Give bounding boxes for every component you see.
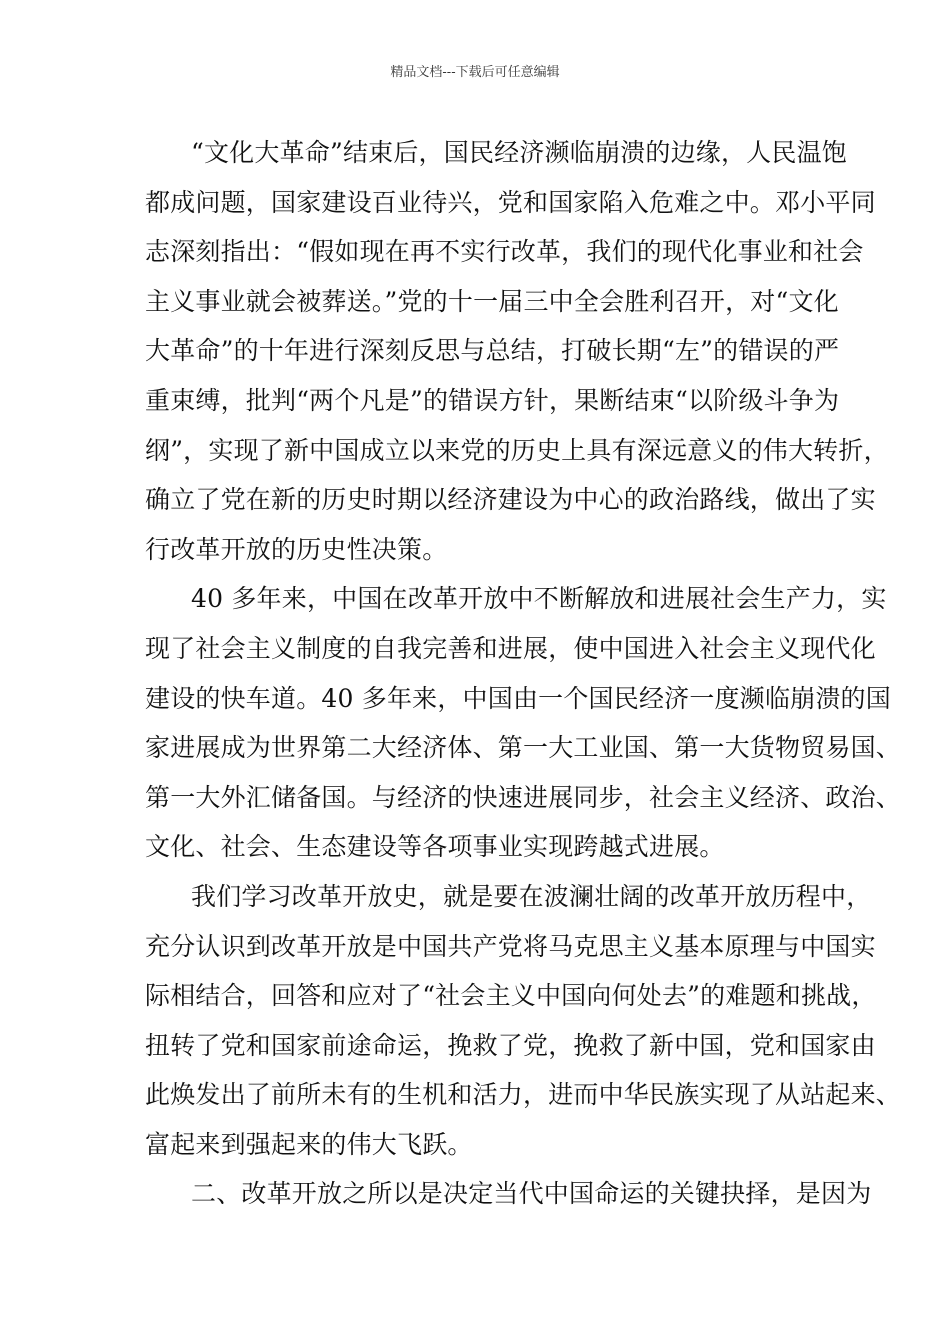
text-line: 大革命”的十年进行深刻反思与总结，打破长期“左”的错误的严 bbox=[145, 336, 840, 366]
paragraph bbox=[145, 128, 889, 574]
text-line: 确立了党在新的历史时期以经济建设为中心的政治路线，做出了实 bbox=[145, 485, 876, 515]
text-line: 充分认识到改革开放是中国共产党将马克思主义基本原理与中国实 bbox=[145, 931, 876, 961]
paragraph bbox=[145, 1169, 872, 1219]
text-line: 我们学习改革开放史，就是要在波澜壮阔的改革开放历程中， bbox=[191, 881, 872, 911]
text-line: 建设的快车道。40 多年来，中国由一个国民经济一度濒临崩溃的国 bbox=[145, 683, 891, 713]
text-line: “文化大革命”结束后，国民经济濒临崩溃的边缘，人民温饱 bbox=[191, 138, 847, 167]
text-line: 志深刻指出：“假如现在再不实行改革，我们的现代化事业和社会 bbox=[145, 237, 864, 267]
text-line: 都成问题，国家建设百业待兴，党和国家陷入危难之中。邓小平同 bbox=[145, 187, 876, 217]
text-line: 纲”，实现了新中国成立以来党的历史上具有深远意义的伟大转折， bbox=[145, 435, 889, 465]
text-line: 主义事业就会被葬送。”党的十一届三中全会胜利召开，对“文化 bbox=[145, 286, 839, 316]
paragraph bbox=[145, 872, 902, 1170]
text-line: 扭转了党和国家前途命运，挽救了党，挽救了新中国，党和国家由 bbox=[145, 1030, 876, 1060]
text-line: 际相结合，回答和应对了“社会主义中国向何处去”的难题和挑战， bbox=[145, 981, 877, 1011]
text-line: 家进展成为世界第二大经济体、第一大工业国、第一大货物贸易国、 bbox=[145, 733, 902, 763]
text-line: 重束缚，批判“两个凡是”的错误方针，果断结束“以阶级斗争为 bbox=[145, 385, 840, 415]
document-body bbox=[145, 128, 902, 1219]
text-line: 文化、社会、生态建设等各项事业实现跨越式进展。 bbox=[145, 832, 725, 862]
text-line: 行改革开放的历史性决策。 bbox=[145, 534, 448, 564]
text-line: 现了社会主义制度的自我完善和进展，使中国进入社会主义现代化 bbox=[145, 633, 876, 663]
page-header: 精品文档---下载后可任意编辑 bbox=[390, 65, 560, 80]
text-line: 二、改革开放之所以是决定当代中国命运的关键抉择，是因为 bbox=[191, 1179, 872, 1209]
text-line: 富起来到强起来的伟大飞跃。 bbox=[145, 1129, 473, 1159]
text-line: 第一大外汇储备国。与经济的快速进展同步，社会主义经济、政治、 bbox=[145, 782, 902, 812]
text-line: 此焕发出了前所未有的生机和活力，进而中华民族实现了从站起来、 bbox=[145, 1080, 902, 1110]
paragraph bbox=[145, 574, 902, 872]
text-line: 40 多年来，中国在改革开放中不断解放和进展社会生产力，实 bbox=[191, 584, 887, 614]
